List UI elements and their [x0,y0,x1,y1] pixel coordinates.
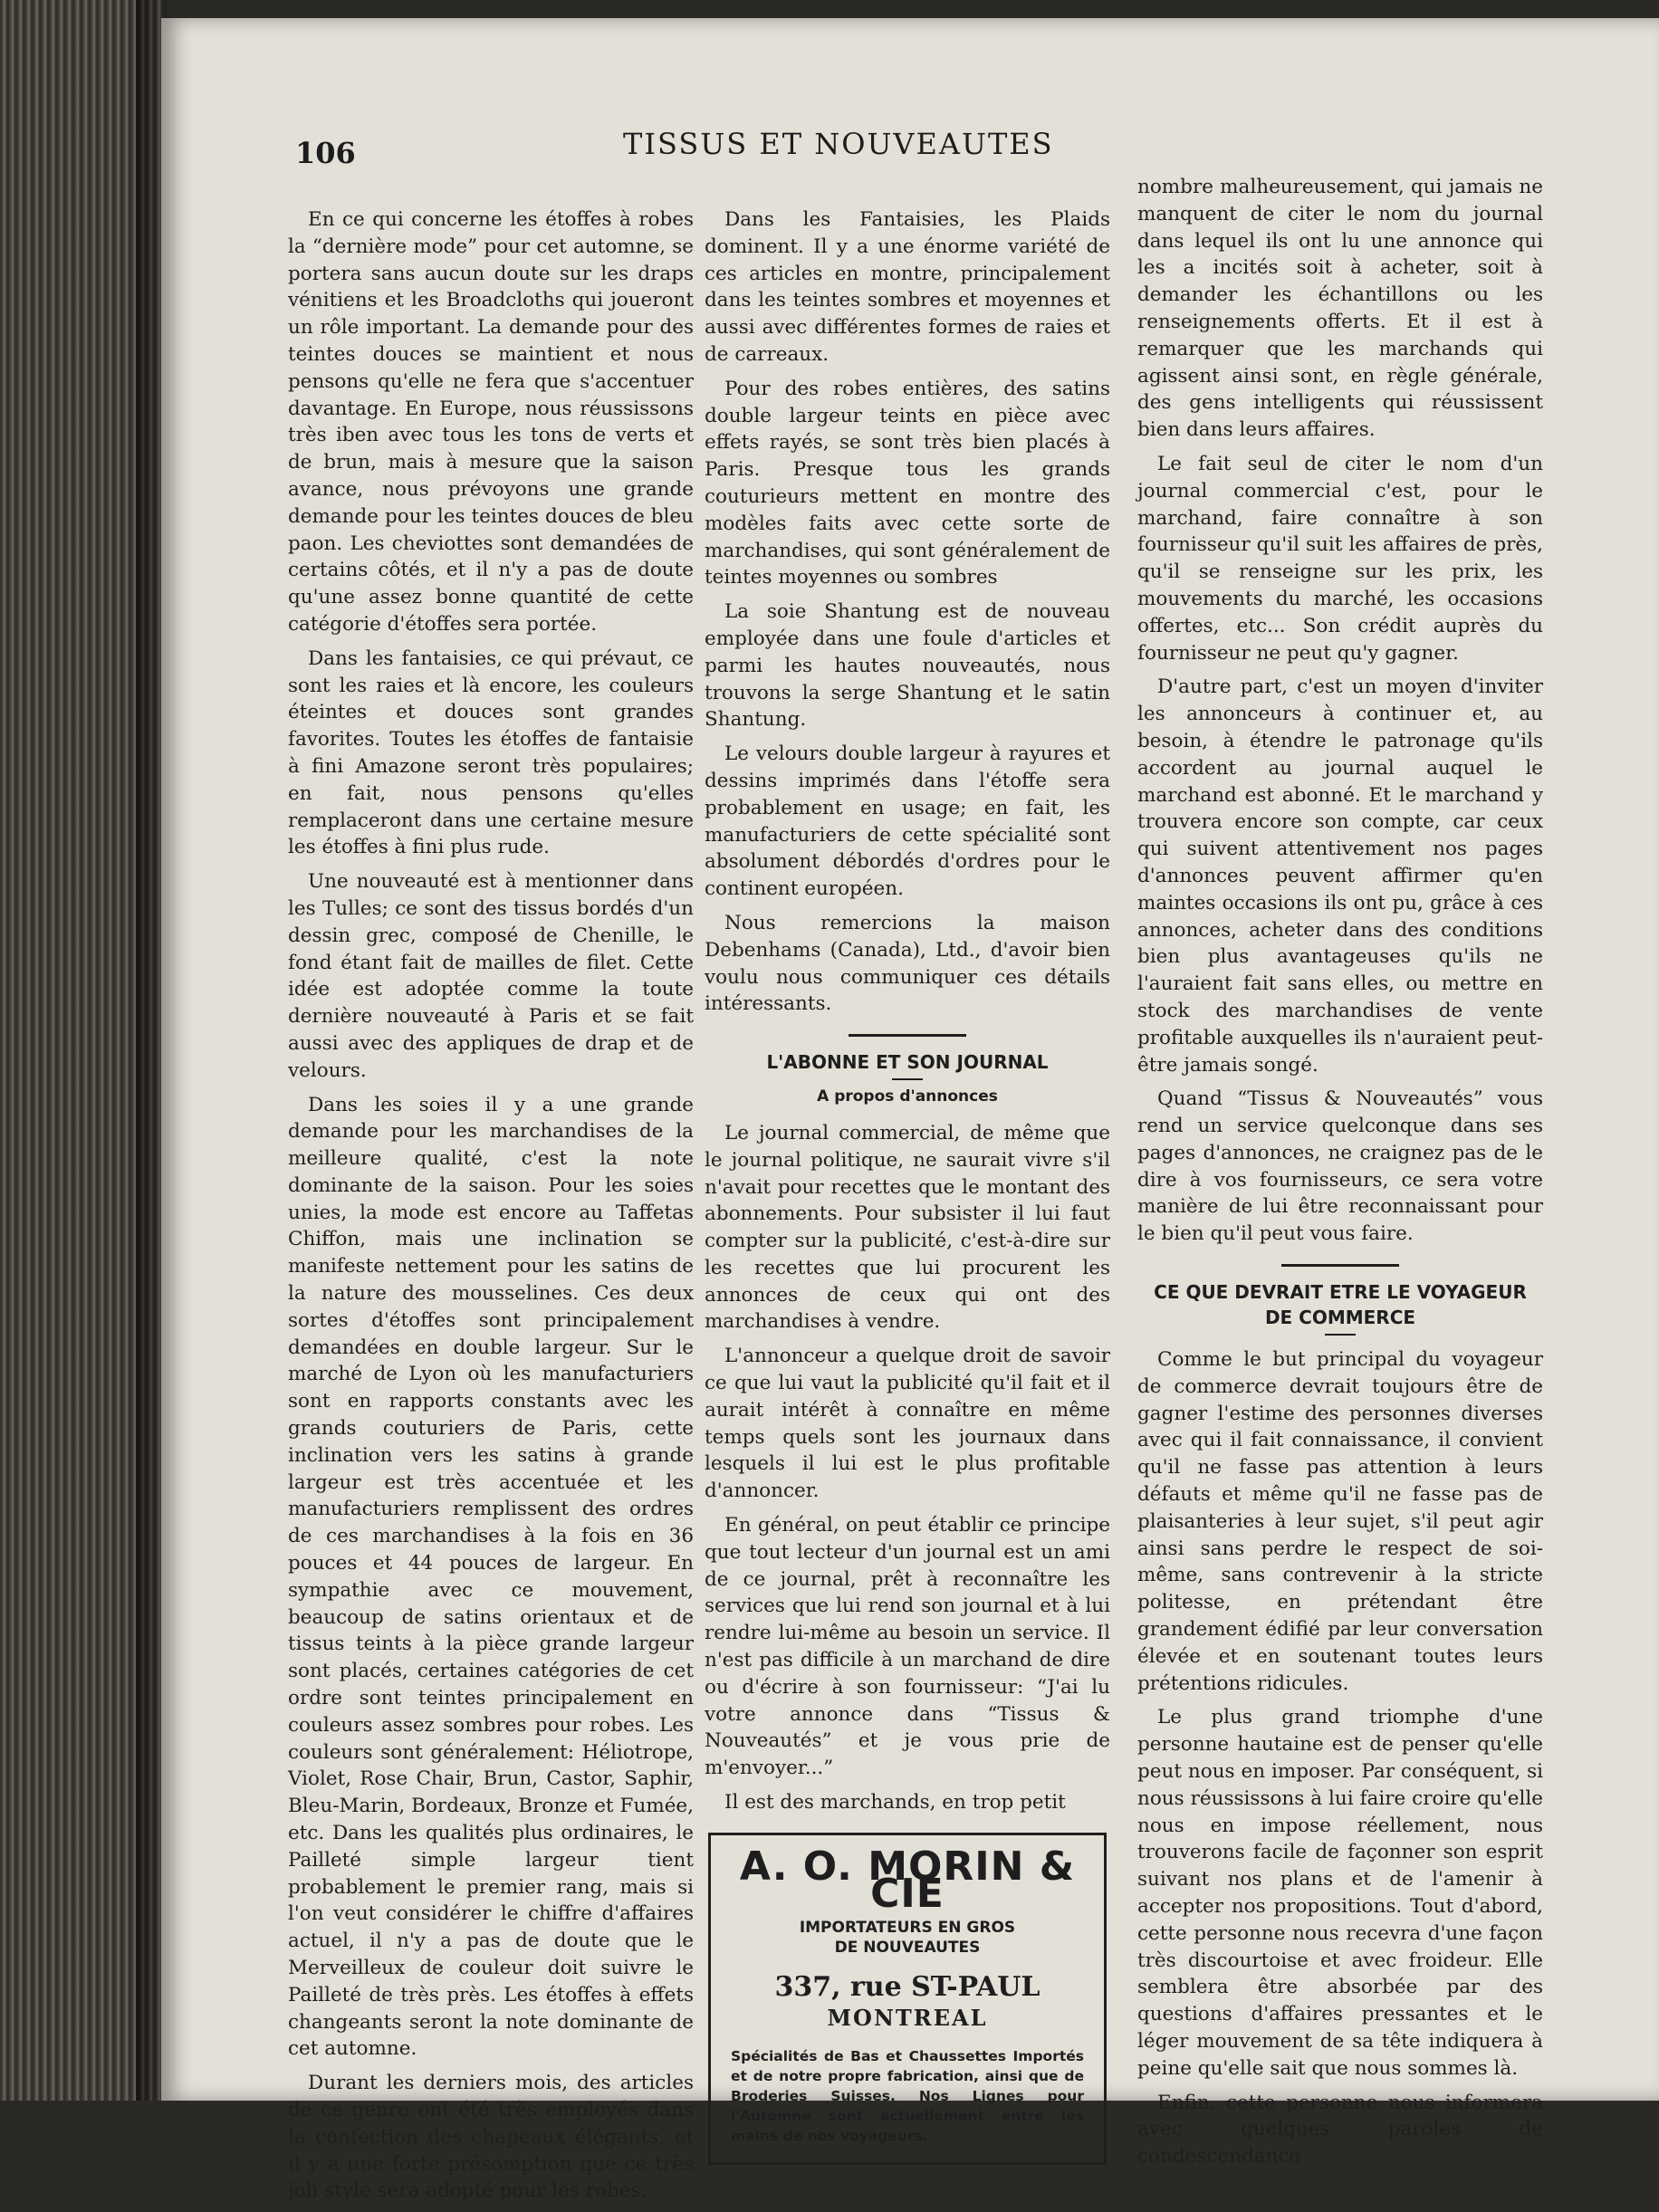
paragraph: Dans les soies il y a une grande demande pour les marchandises de la meilleure qualité, c'est la note dominante de la saison. Pour les soies unies, la mode est encore au Taffetas Chiffon, mais une inclination se manifeste nettement pour les satins de la nature des mousselines. Ces deux sortes d'étoffes sont principalement demandées en double largeur. Sur le marché de Lyon où les manufacturiers sont en rapports constants avec les grands couturiers de Paris, cette inclination vers les satins à grande largeur est très accentuée et les manufacturiers remplissent des ordres de ces marchandises à la fois en 36 pouces et 44 pouces de largeur. En sympathie avec ce mouvement, beaucoup de satins orientaux et de tissus teints à la pièce grande largeur sont placés, certaines catégories de cet ordre sont teintes principalement en couleurs assez sombres pour robes. Les couleurs sont généralement: Héliotrope, Violet, Rose Chair, Brun, Castor, Saphir, Bleu-Marin, Bordeaux, Bronze et Fumée, etc. Dans les qualités plus ordinaires, le Pailleté simple largeur tient probablement le premier rang, mais si l'on veut considérer le chiffre d'affaires actuel, il n'y a pas de doute que le Merveilleux de couleur doit suivre le Pailleté de très près. Les étoffes à effets changeants seront la note dominante de cet automne. [288,1093,694,2061]
paragraph: En général, on peut établir ce principe que tout lecteur d'un journal est un ami de ce journal, prêt à reconnaître les services que lui rend son journal et à lui rendre lui-même au besoin un service. Il n'est pas difficile à un marchand de dire ou d'écrire à son fournisseur: “J'ai lu votre annonce dans “Tissus & Nouveautés” et je vous prie de m'envoyer...” [705,1514,1110,1780]
paragraph: Durant les derniers mois, des articles de ce genre ont été très employés dans la confection des chapeaux élégants, et il y a une forte présomption que ce très joli style sera adopté pour les robes. [288,2072,694,2203]
paragraph: En ce qui concerne les étoffes à robes la “dernière mode” pour cet automne, se portera sans aucun doute sur les draps vénitiens et les Broadcloths qui joueront un rôle important. La demande pour des teintes douces se maintient et nous pensons qu'elle ne fera que s'accentuer davantage. En Europe, nous réussissons très iben avec tous les tons de verts et de brun, mais à mesure que la saison avance, nous prévoyons une grande demande pour les teintes douces de bleu paon. Les cheviottes sont demandées de certains côtés, et il n'y a pas de doute qu'une assez bonne quantité de cette catégorie d'étoffes sera portée. [288,208,694,636]
ad-tagline: DE NOUVEAUTES [834,1939,981,1958]
article-subheading: A propos d'annonces [817,1087,998,1106]
paragraph: Quand “Tissus & Nouveautés” vous rend un service quelconque dans ses pages d'annonces, ne craignez pas de le dire à vos fournisseurs, ce sera votre manière de lui être reconnaissant pour le bien qu'il peut vous faire. [1137,1087,1543,1246]
paragraph: Le fait seul de citer le nom d'un journal commercial c'est, pour le marchand, faire connaître à son fournisseur qu'il suit les affaires de près, qu'il se renseigne sur les prix, les mouvements du marché, les occasions offertes, etc... Son crédit auprès du fournisseur ne peut qu'y gagner. [1137,452,1543,665]
ad-company-name: A. O. MORIN & CIE [739,1843,1076,1917]
paragraph: Une nouveauté est à mentionner dans les Tulles; ce sont des tissus bordés d'un dessin grec, composé de Chenille, le fond étant fait de mailles de filet. Cette idée est adoptée comme la toute dernière nouveauté à Paris et se fait aussi avec des appliques de drap et de velours. [288,870,694,1082]
advertisement-box [708,1833,1107,2165]
paragraph: Dans les fantaisies, ce qui prévaut, ce sont les raies et là encore, les couleurs éteintes et douces sont grandes favorites. Toutes les étoffes de fantaisie à fini Amazone seront très populaires; en fait, nous pensons qu'elles remplaceront dans une certaine mesure les étoffes à fini plus rude. [288,646,694,859]
column-3 [1137,174,1543,2178]
column-2 [705,206,1110,2165]
ad-description: Spécialités de Bas et Chaussettes Importés et de notre propre fabrication, ainsi que de Broderies Suisses. Nos Lignes pour l'Automne sont actuellement entre les mains de nos voyageurs. [731,2048,1084,2145]
column-1 [288,206,694,2212]
paragraph: Il est des marchands, en trop petit [724,1791,1066,1815]
ad-tagline: IMPORTATEURS EN GROS [799,1919,1016,1938]
running-head: TISSUS ET NOUVEAUTES [623,127,1054,161]
paragraph: Enfin, cette personne nous informera avec quelques paroles de condescendance [1137,2091,1543,2169]
paragraph: Le journal commercial, de même que le journal politique, ne saurait vivre s'il n'avait pour recettes que le montant des abonnements. Pour subsister il lui faut compter sur la publicité, c'est-à-dire sur les recettes que lui procurent les annonces de ceux qui ont des marchandises à vendre. [705,1121,1110,1334]
ad-city: MONTREAL [827,2005,988,2032]
paragraph: Le velours double largeur à rayures et dessins imprimés dans l'étoffe sera probablement en usage; en fait, les manufacturiers de cette spécialité sont absolument débordés d'ordres pour le continent européen. [705,742,1110,901]
article-heading: CE QUE DEVRAIT ETRE LE VOYAGEUR DE COMMERCE [1154,1281,1527,1329]
paragraph: D'autre part, c'est un moyen d'inviter les annonceurs à continuer et, au besoin, à étendre le patronage qu'ils accordent au journal auquel le marchand est abonné. Et le marchand y trouvera encore son compte, car ceux qui suivent attentivement nos pages d'annonces peuvent affirmer qu'en maintes occasions ils ont pu, grâce à ces annonces, acheter dans des conditions bien plus avantageuses qu'ils ne l'auraient fait sans elles, ou mettre en stock des marchandises de vente profitable auxquelles ils n'auraient peut-être jamais songé. [1137,675,1543,1077]
scanned-page [161,18,1659,2203]
paragraph: Dans les Fantaisies, les Plaids dominent. Il y a une énorme variété de ces articles en montre, principalement dans les teintes sombres et moyennes et aussi avec différentes formes de raies et de carreaux. [705,208,1110,366]
paragraph: nombre malheureusement, qui jamais ne manquent de citer le nom du journal dans lequel ils ont lu une annonce qui les a incités soit à acheter, soit à demander les échantillons ou les renseignements offerts. Et il est à remarquer que les marchands qui agissent ainsi sont, en règle générale, des gens intelligents qui réussissent bien dans leurs affaires. [1137,176,1543,442]
paragraph: La soie Shantung est de nouveau employée dans une foule d'articles et parmi les hautes nouveautés, nous trouvons la serge Shantung et le satin Shantung. [705,600,1110,732]
paragraph: Pour des robes entières, des satins double largeur teints en pièce avec effets rayés, se sont très bien placés à Paris. Presque tous les grands couturieurs mettent en montre des modèles faits avec cette sorte de marchandises, qui sont généralement de teintes moyennes ou sombres [705,377,1110,589]
paragraph: Nous remercions la maison Debenhams (Canada), Ltd., d'avoir bien voulu nous communiquer ces détails intéressants. [705,911,1110,1016]
heading-divider [892,1078,923,1080]
paragraph: Comme le but principal du voyageur de commerce devrait toujours être de gagner l'estime des personnes diverses avec qui il fait connaissance, il convient qu'il ne fasse pas attention à leurs défauts et même qu'il ne fasse pas de plaisanteries à leur sujet, s'il peut agir ainsi sans perdre le respect de soi-même, sans contrevenir à la stricte politesse, en prétendant être grandement édifié par leur conversation élevée et en soutenant toutes leurs prétentions ridicules. [1137,1348,1543,1695]
ad-address: 337, rue ST-PAUL [774,1971,1040,2004]
article-heading: L'ABONNE ET SON JOURNAL [766,1051,1049,1074]
paragraph: Le plus grand triomphe d'une personne hautaine est de penser qu'elle peut nous en imposer. Par conséquent, si nous réussissons à lui faire croire qu'elle nous en impose réellement, nous trouverons facile de façonner son esprit suivant nos plans et de l'amenir à accepter nos propositions. Tout d'abord, cette personne nous recevra d'une façon très discourtoise et avec froideur. Elle semblera être absorbée par des questions d'affaires pressantes et le léger mouvement de sa tête indiquera à peine qu'elle sait que nous sommes là. [1137,1706,1543,2080]
page-number: 106 [295,136,356,170]
section-divider [1281,1264,1399,1267]
heading-divider [1325,1334,1356,1336]
section-divider [849,1034,966,1037]
paragraph: L'annonceur a quelque droit de savoir ce que lui vaut la publicité qu'il fait et il aurait intérêt à connaître en même temps quels sont les journaux dans lesquels il lui est le plus profitable d'annoncer. [705,1345,1110,1503]
